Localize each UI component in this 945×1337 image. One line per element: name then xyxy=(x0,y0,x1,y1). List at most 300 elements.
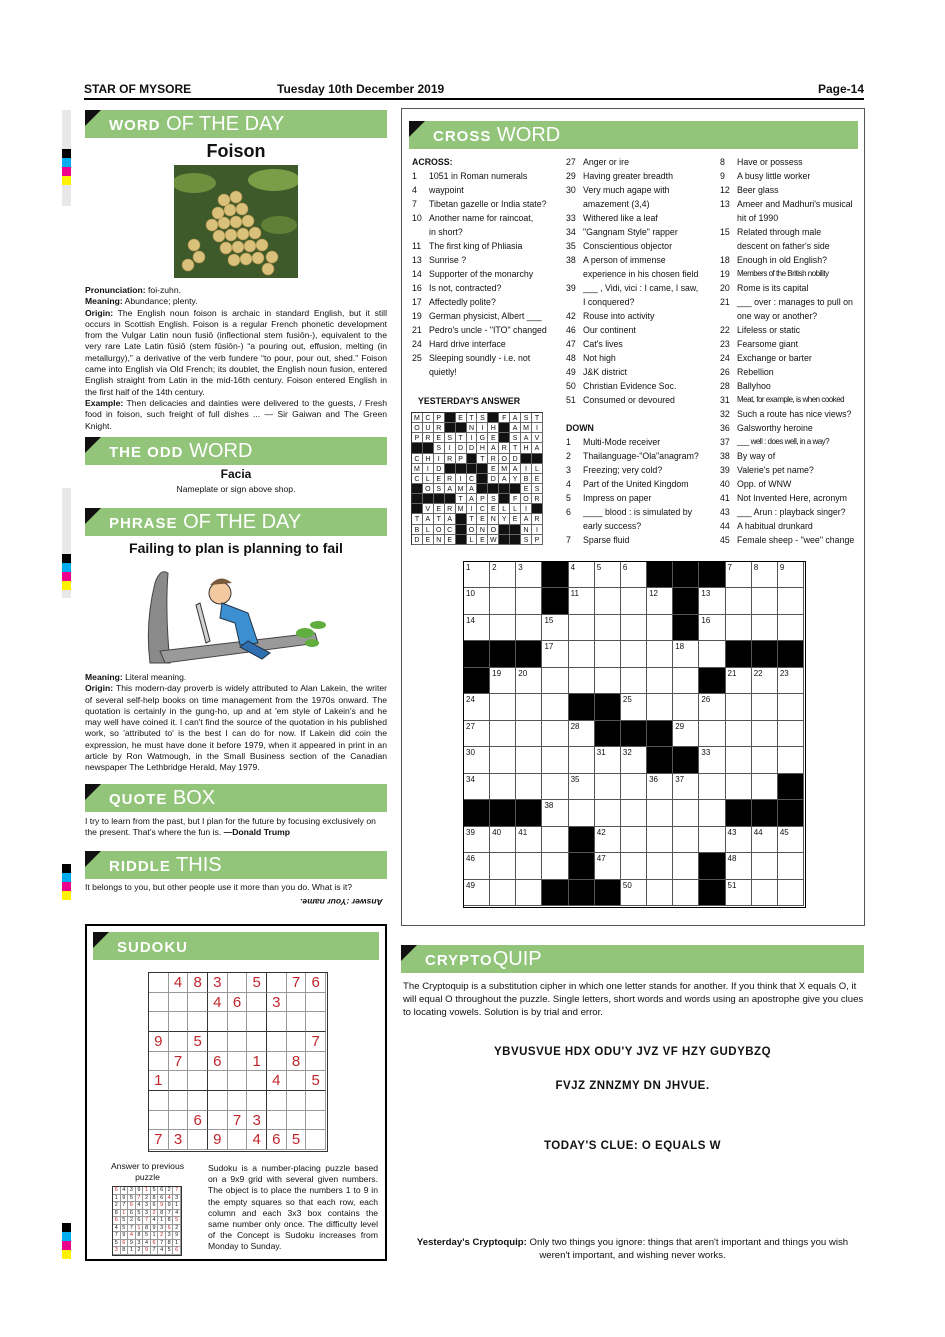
crossword-cell: 14 xyxy=(464,615,490,641)
sudoku-answer-cell: 2 xyxy=(151,1210,159,1218)
answer-cell: D xyxy=(510,454,521,464)
sudoku-answer-cell: 7 xyxy=(136,1195,144,1203)
black-cell xyxy=(569,694,595,720)
sudoku-answer-cell: 4 xyxy=(113,1225,121,1233)
crossword-cell: 32 xyxy=(621,747,647,773)
sudoku-cell[interactable] xyxy=(188,993,208,1013)
crossword-cell xyxy=(647,668,673,694)
crossword-cell xyxy=(752,615,778,641)
answer-cell: I xyxy=(521,504,532,514)
sudoku-cell[interactable] xyxy=(306,1091,326,1111)
crossword-cell xyxy=(621,800,647,826)
sudoku-cell[interactable]: 9 xyxy=(149,1032,169,1052)
sudoku-cell[interactable]: 1 xyxy=(247,1052,267,1072)
crossword-cell xyxy=(673,880,699,906)
crossword-cell xyxy=(621,641,647,667)
word-of-day-word: Foison xyxy=(206,141,266,161)
answer-cell: A xyxy=(510,464,521,474)
clue: 14 Supporter of the monarchy xyxy=(412,269,534,279)
sudoku-answer-cell: 5 xyxy=(136,1210,144,1218)
sudoku-answer-cell: 1 xyxy=(121,1210,129,1218)
odd-word-header: THE ODD WORD xyxy=(85,437,387,465)
clue: 1 1051 in Roman numerals xyxy=(412,171,528,181)
crossword-cell xyxy=(621,774,647,800)
black-cell xyxy=(699,562,725,588)
sudoku-cell[interactable] xyxy=(188,1130,208,1150)
crossword-cell xyxy=(542,694,568,720)
sudoku-cell[interactable] xyxy=(228,1032,248,1052)
clue: 36 Galsworthy heroine xyxy=(720,423,813,433)
sudoku-cell[interactable] xyxy=(208,1071,228,1091)
clue: 7 Tibetan gazelle or India state? xyxy=(412,199,547,209)
answer-cell: E xyxy=(510,514,521,524)
page-header xyxy=(84,80,864,100)
sudoku-answer-cell: 9 xyxy=(166,1202,174,1210)
clue: 47 Cat's lives xyxy=(566,339,623,349)
cryptoquip-line1: YBVUSVUE HDX ODU'Y JVZ VF HZY GUDYBZQ xyxy=(493,1046,772,1058)
sudoku-cell[interactable] xyxy=(208,1012,228,1032)
crossword-cell xyxy=(752,747,778,773)
sudoku-cell[interactable] xyxy=(188,1071,208,1091)
crossword-cell xyxy=(595,668,621,694)
answer-black-cell xyxy=(510,484,521,494)
sudoku-cell[interactable]: 7 xyxy=(169,1052,189,1072)
sudoku-cell[interactable]: 5 xyxy=(188,1032,208,1052)
crossword-cell: 9 xyxy=(778,562,804,588)
answer-black-cell xyxy=(510,535,521,545)
clue: 13 Sunrise ? xyxy=(412,255,467,265)
clue: 46 Our continent xyxy=(566,325,636,335)
sudoku-cell[interactable] xyxy=(267,1032,287,1052)
answer-cell: Y xyxy=(510,474,521,484)
cryptoquip-line2: FVJZ ZNNZMY DN JHVUE. xyxy=(555,1080,710,1092)
yesterday-cryptoquip: Yesterday's Cryptoquip: Only two things you ignore: things that aren't important and things you wish weren't important, and wishing never works. xyxy=(416,1237,849,1261)
crossword-cell xyxy=(516,853,542,879)
sudoku-cell[interactable] xyxy=(267,1111,287,1131)
black-cell xyxy=(542,562,568,588)
crossword-cell xyxy=(595,641,621,667)
sudoku-cell[interactable] xyxy=(267,1052,287,1072)
clue: 51 Consumed or devoured xyxy=(566,395,675,405)
crossword-cell xyxy=(726,721,752,747)
sudoku-cell[interactable] xyxy=(169,1111,189,1131)
answer-black-cell xyxy=(445,423,456,433)
crossword-cell xyxy=(647,641,673,667)
sudoku-answer-cell: 5 xyxy=(166,1247,174,1255)
crossword-cell xyxy=(778,588,804,614)
sudoku-cell[interactable] xyxy=(188,1012,208,1032)
sudoku-cell[interactable]: 5 xyxy=(306,1071,326,1091)
answer-cell: O xyxy=(521,494,532,504)
answer-cell: S xyxy=(488,494,499,504)
sudoku-cell[interactable] xyxy=(149,1012,169,1032)
sudoku-cell[interactable] xyxy=(208,1032,228,1052)
sudoku-answer-label: Answer to previous puzzle xyxy=(110,1161,185,1182)
answer-cell: E xyxy=(477,514,488,524)
answer-cell: M xyxy=(499,464,510,474)
sudoku-cell[interactable] xyxy=(208,1111,228,1131)
sudoku-cell[interactable] xyxy=(149,973,169,993)
sudoku-cell[interactable] xyxy=(267,1091,287,1111)
crossword-cell: 21 xyxy=(726,668,752,694)
answer-cell: I xyxy=(445,443,456,453)
crossword-header: CROSS WORD xyxy=(409,121,858,149)
sudoku-cell[interactable] xyxy=(228,973,248,993)
sudoku-cell[interactable] xyxy=(247,1012,267,1032)
answer-cell: V xyxy=(423,504,434,514)
answer-cell: N xyxy=(467,423,478,433)
crossword-cell: 42 xyxy=(595,827,621,853)
sudoku-cell[interactable]: 6 xyxy=(208,1052,228,1072)
answer-cell: R xyxy=(488,454,499,464)
sudoku-cell[interactable] xyxy=(149,1111,169,1131)
answer-cell: R xyxy=(445,474,456,484)
crossword-cell: 1 xyxy=(464,562,490,588)
answer-cell: O xyxy=(412,423,423,433)
sudoku-cell[interactable] xyxy=(287,993,307,1013)
answer-cell: S xyxy=(434,443,445,453)
clue: 42 Rouse into activity xyxy=(566,311,655,321)
clue: 49 J&K district xyxy=(566,367,627,377)
sudoku-answer-cell: 9 xyxy=(121,1195,129,1203)
answer-black-cell xyxy=(521,454,532,464)
sudoku-answer-cell: 2 xyxy=(158,1232,166,1240)
sudoku-cell[interactable]: 3 xyxy=(208,973,228,993)
sudoku-answer-cell: 4 xyxy=(151,1217,159,1225)
crossword-cell xyxy=(569,641,595,667)
answer-black-cell xyxy=(445,494,456,504)
crossword-cell: 7 xyxy=(726,562,752,588)
sudoku-cell[interactable] xyxy=(228,1052,248,1072)
sudoku-answer-cell: 6 xyxy=(151,1202,159,1210)
sudoku-cell[interactable] xyxy=(228,1071,248,1091)
sudoku-cell[interactable]: 3 xyxy=(247,1111,267,1131)
sudoku-cell[interactable]: 7 xyxy=(287,973,307,993)
crossword-cell xyxy=(490,721,516,747)
across-clues-col2: 27 Anger or ire 29 Having greater breadth 30 Very much agape with amazement (3,4) 33 Withered like a leaf 34 "Gangnam Style" rapper 35 Conscientious objector 38 A person of immense experience in his chosen field 39 ___ , Vidi, vici : I came, I saw, I conquered? 42 Rouse into activity 46 Our continent 47 Cat's lives 48 Not high 49 J&K district 50 Christian Evidence Soc. 51 Consumed or devoured DOWN 1 Multi-Mode receiver 2 Thailanguage-"Ola"anagram? 3 Freezing; very cold? 4 Part of the United Kingdom 5 Impress on paper 6 ____ blood : is simulated by early success? 7 Sparse fluid xyxy=(566,155,718,547)
crossword-cell xyxy=(647,694,673,720)
sudoku-cell[interactable]: 7 xyxy=(306,1032,326,1052)
sudoku-answer-cell: 2 xyxy=(166,1187,174,1195)
answer-cell: C xyxy=(467,474,478,484)
crossword-cell xyxy=(726,615,752,641)
answer-cell: E xyxy=(445,535,456,545)
crossword-cell xyxy=(752,774,778,800)
answer-cell: H xyxy=(423,454,434,464)
crossword-cell: 51 xyxy=(726,880,752,906)
sudoku-answer-cell: 2 xyxy=(128,1217,136,1225)
answer-cell: A xyxy=(445,514,456,524)
answer-cell: D xyxy=(412,535,423,545)
answer-cell: S xyxy=(510,433,521,443)
sudoku-cell[interactable]: 5 xyxy=(287,1130,307,1150)
sudoku-answer-cell: 5 xyxy=(121,1217,129,1225)
sudoku-cell[interactable] xyxy=(306,1111,326,1131)
clue: 50 Christian Evidence Soc. xyxy=(566,381,677,391)
crossword-cell xyxy=(752,880,778,906)
sudoku-cell[interactable] xyxy=(188,1052,208,1072)
clue: 39 Valerie's pet name? xyxy=(720,465,814,475)
answer-cell: N xyxy=(488,514,499,524)
crossword-grid xyxy=(463,561,806,908)
crossword-cell xyxy=(569,615,595,641)
sudoku-cell[interactable] xyxy=(287,1032,307,1052)
sudoku-cell[interactable] xyxy=(306,1052,326,1072)
clue: 3 Freezing; very cold? xyxy=(566,465,663,475)
clue: 27 Anger or ire xyxy=(566,157,629,167)
crossword-cell xyxy=(569,800,595,826)
answer-cell: L xyxy=(467,535,478,545)
sudoku-answer-cell: 4 xyxy=(121,1187,129,1195)
clue: 16 Is not, contracted? xyxy=(412,283,502,293)
black-cell xyxy=(595,694,621,720)
black-cell xyxy=(647,562,673,588)
answer-cell: N xyxy=(434,535,445,545)
sudoku-answer-cell: 8 xyxy=(166,1240,174,1248)
answer-cell: O xyxy=(423,484,434,494)
sudoku-answer-cell: 6 xyxy=(113,1187,121,1195)
answer-cell: I xyxy=(532,423,543,433)
yesterday-crossword-grid xyxy=(411,412,543,545)
answer-black-cell xyxy=(488,484,499,494)
issue-date: Tuesday 10th December 2019 xyxy=(277,82,445,96)
crossword-cell xyxy=(542,747,568,773)
sudoku-cell[interactable]: 6 xyxy=(267,1130,287,1150)
sudoku-cell[interactable] xyxy=(267,973,287,993)
clue: 28 Ballyhoo xyxy=(720,381,771,391)
answer-cell: T xyxy=(510,443,521,453)
answer-cell: N xyxy=(477,525,488,535)
sudoku-cell[interactable]: 6 xyxy=(228,993,248,1013)
crossword-cell xyxy=(516,747,542,773)
answer-cell: E xyxy=(488,504,499,514)
answer-cell: R xyxy=(445,504,456,514)
sudoku-answer-cell: 5 xyxy=(173,1217,181,1225)
sudoku-cell[interactable] xyxy=(228,1012,248,1032)
answer-cell: H xyxy=(477,443,488,453)
answer-cell: L xyxy=(532,464,543,474)
crossword-cell: 48 xyxy=(726,853,752,879)
crossword-cell: 43 xyxy=(726,827,752,853)
sudoku-cell[interactable]: 8 xyxy=(188,973,208,993)
sudoku-answer-cell: 7 xyxy=(128,1225,136,1233)
black-cell xyxy=(699,853,725,879)
sudoku-cell[interactable] xyxy=(306,1012,326,1032)
sudoku-cell[interactable] xyxy=(149,1091,169,1111)
clue: 38 A person of immense xyxy=(566,255,666,265)
sudoku-cell[interactable] xyxy=(287,1091,307,1111)
sudoku-answer-cell: 5 xyxy=(151,1187,159,1195)
answer-black-cell xyxy=(456,514,467,524)
clue: 18 Enough in old English? xyxy=(720,255,827,265)
answer-cell: E xyxy=(477,535,488,545)
sudoku-cell[interactable]: 1 xyxy=(149,1071,169,1091)
clue: 19 German physicist, Albert ___ xyxy=(412,311,542,321)
sudoku-cell[interactable] xyxy=(306,993,326,1013)
sudoku-cell[interactable] xyxy=(287,1111,307,1131)
crossword-cell: 25 xyxy=(621,694,647,720)
crossword-cell xyxy=(673,827,699,853)
sudoku-cell[interactable]: 6 xyxy=(188,1111,208,1131)
answer-cell: E xyxy=(434,474,445,484)
answer-cell: A xyxy=(445,484,456,494)
black-cell xyxy=(569,827,595,853)
answer-black-cell xyxy=(456,535,467,545)
sudoku-cell[interactable] xyxy=(208,1091,228,1111)
clue: 39 ___ , Vidi, vici : I came, I saw, xyxy=(566,283,699,293)
answer-cell: M xyxy=(521,423,532,433)
answer-cell: T xyxy=(456,494,467,504)
sudoku-answer-cell: 7 xyxy=(166,1210,174,1218)
sudoku-cell[interactable]: 4 xyxy=(267,1071,287,1091)
answer-cell: B xyxy=(412,525,423,535)
sudoku-cell[interactable] xyxy=(287,1012,307,1032)
sudoku-answer-cell: 9 xyxy=(143,1247,151,1255)
clue: 40 Opp. of WNW xyxy=(720,479,792,489)
sudoku-answer-cell: 5 xyxy=(128,1195,136,1203)
crossword-cell xyxy=(542,774,568,800)
clue: 23 Fearsome giant xyxy=(720,339,799,349)
sudoku-cell[interactable] xyxy=(149,993,169,1013)
answer-cell: S xyxy=(532,484,543,494)
crossword-cell xyxy=(542,853,568,879)
phrase-body: Meaning: Literal meaning. Origin: This modern-day proverb is widely attributed to Alan Lakein, the writer of several self-help books on time management from the 1970s onward. The quotation is certainly in the gung-ho, up and at 'em style of Lakein's and he may well have coined it. I can't find the source of the quotation in his published work, so 'attributed to' is the best I can do for now. If Lakein did coin the expression, he must have done it before 1979, when it appeared in print in an article by Ron Watmough, in the Small Business section of the Canadian newspaper The Lethbridge Herald, May 1979. xyxy=(85,672,387,773)
answer-black-cell xyxy=(434,494,445,504)
crossword-cell xyxy=(621,588,647,614)
crossword-cell: 28 xyxy=(569,721,595,747)
sudoku-cell[interactable] xyxy=(247,1071,267,1091)
riddle-answer: Answer :Your name. xyxy=(300,897,383,907)
sudoku-cell[interactable] xyxy=(306,1130,326,1150)
black-cell xyxy=(778,641,804,667)
sudoku-cell[interactable]: 4 xyxy=(208,993,228,1013)
sudoku-answer-cell: 2 xyxy=(143,1195,151,1203)
crossword-cell xyxy=(542,668,568,694)
sudoku-cell[interactable] xyxy=(228,1091,248,1111)
crossword-cell xyxy=(778,615,804,641)
clue: 5 Impress on paper xyxy=(566,493,652,503)
sudoku-cell[interactable] xyxy=(267,1012,287,1032)
crossword-cell: 12 xyxy=(647,588,673,614)
sudoku-answer-cell: 7 xyxy=(113,1232,121,1240)
sudoku-cell[interactable] xyxy=(169,993,189,1013)
crossword-cell xyxy=(699,641,725,667)
sudoku-cell[interactable]: 5 xyxy=(247,973,267,993)
sudoku-cell[interactable]: 7 xyxy=(228,1111,248,1131)
answer-cell: D xyxy=(488,474,499,484)
answer-cell: L xyxy=(423,474,434,484)
crossword-cell: 24 xyxy=(464,694,490,720)
crossword-cell: 46 xyxy=(464,853,490,879)
crossword-cell xyxy=(490,588,516,614)
answer-black-cell xyxy=(532,454,543,464)
crossword-cell: 27 xyxy=(464,721,490,747)
clue: 19 Members of the British nobility xyxy=(720,269,829,279)
answer-cell: T xyxy=(532,413,543,423)
clue: 13 Ameer and Madhuri's musical xyxy=(720,199,853,209)
clue: 31 Meat, for example, is when cooked xyxy=(720,395,845,405)
answer-cell: I xyxy=(477,423,488,433)
sudoku-cell[interactable] xyxy=(149,1052,169,1072)
crossword-cell xyxy=(621,668,647,694)
answer-cell: M xyxy=(412,464,423,474)
answer-cell: A xyxy=(532,443,543,453)
black-cell xyxy=(752,641,778,667)
sudoku-answer-cell: 3 xyxy=(113,1247,121,1255)
sudoku-cell[interactable] xyxy=(169,1091,189,1111)
answer-cell: T xyxy=(434,514,445,524)
answer-cell: A xyxy=(521,514,532,524)
sudoku-cell[interactable] xyxy=(169,1071,189,1091)
sudoku-cell[interactable] xyxy=(188,1091,208,1111)
sudoku-answer-cell: 8 xyxy=(121,1247,129,1255)
sudoku-cell[interactable] xyxy=(169,1012,189,1032)
crossword-cell xyxy=(595,615,621,641)
black-cell xyxy=(726,641,752,667)
quote-body: I try to learn from the past, but I plan for the future by focusing exclusively on the present. That's where the fun is. —Donald Trump xyxy=(85,816,376,838)
clue: 33 Withered like a leaf xyxy=(566,213,658,223)
sudoku-cell[interactable]: 3 xyxy=(267,993,287,1013)
sudoku-answer-cell: 7 xyxy=(121,1202,129,1210)
sudoku-answer-cell: 3 xyxy=(136,1240,144,1248)
clue: 4 waypoint xyxy=(412,185,464,195)
across-clues-col1: ACROSS: 1 1051 in Roman numerals 4 waypoint 7 Tibetan gazelle or India state? 10 Another name for raincoat, in short? 11 The first king of Phliasia 13 Sunrise ? 14 Supporter of the monarchy 16 Is not, contracted? 17 Affectedly polite? 19 German physicist, Albert ___ 21 Pedro's uncle - "ITO" changed 24 Hard drive interface 25 Sleeping soundly - i.e. not quietly! xyxy=(412,155,562,379)
clue: 6 ____ blood : is simulated by xyxy=(566,507,693,517)
crossword-cell: 47 xyxy=(595,853,621,879)
clue: 24 Exchange or barter xyxy=(720,353,812,363)
sudoku-cell[interactable]: 9 xyxy=(208,1130,228,1150)
sudoku-answer-cell: 1 xyxy=(158,1217,166,1225)
sudoku-grid xyxy=(148,972,328,1152)
black-cell xyxy=(778,800,804,826)
answer-cell: P xyxy=(532,535,543,545)
clue: 15 Related through male xyxy=(720,227,822,237)
sudoku-cell[interactable]: 8 xyxy=(287,1052,307,1072)
crossword-cell xyxy=(778,880,804,906)
sudoku-cell[interactable]: 6 xyxy=(306,973,326,993)
quote-header: QUOTE BOX xyxy=(85,784,387,812)
crossword-cell xyxy=(699,800,725,826)
answer-black-cell xyxy=(477,484,488,494)
crossword-cell xyxy=(647,853,673,879)
sudoku-cell[interactable]: 3 xyxy=(169,1130,189,1150)
sudoku-cell[interactable]: 4 xyxy=(169,973,189,993)
sudoku-cell[interactable] xyxy=(247,1091,267,1111)
crossword-cell xyxy=(490,880,516,906)
sudoku-cell[interactable] xyxy=(287,1071,307,1091)
sudoku-cell[interactable] xyxy=(247,1032,267,1052)
crossword-cell xyxy=(699,721,725,747)
black-cell xyxy=(516,641,542,667)
riddle-header: RIDDLE THIS xyxy=(85,851,387,879)
crossword-cell: 20 xyxy=(516,668,542,694)
sudoku-cell[interactable]: 7 xyxy=(149,1130,169,1150)
sudoku-answer-cell: 9 xyxy=(173,1232,181,1240)
answer-cell: T xyxy=(477,454,488,464)
clue: experience in his chosen field xyxy=(583,269,699,279)
answer-cell: I xyxy=(521,464,532,474)
clue: 20 Rome is its capital xyxy=(720,283,809,293)
crossword-cell xyxy=(569,747,595,773)
sudoku-cell[interactable] xyxy=(169,1032,189,1052)
sudoku-answer-cell: 2 xyxy=(173,1225,181,1233)
sudoku-answer-cell: 6 xyxy=(136,1217,144,1225)
sudoku-cell[interactable] xyxy=(228,1130,248,1150)
sudoku-cell[interactable] xyxy=(247,993,267,1013)
sudoku-cell[interactable]: 4 xyxy=(247,1130,267,1150)
crossword-cell xyxy=(621,827,647,853)
answer-cell: S xyxy=(434,484,445,494)
